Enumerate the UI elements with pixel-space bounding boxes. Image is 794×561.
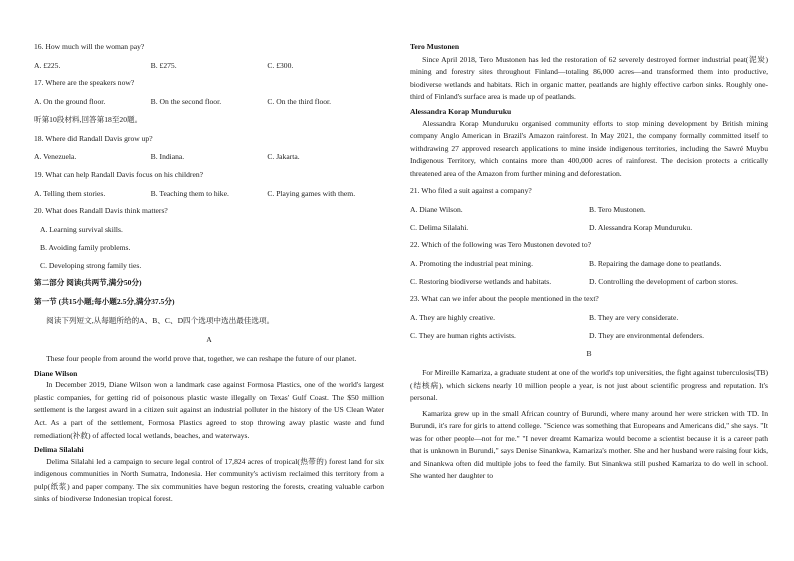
question-19: 19. What can help Randall Davis focus on his children? [34, 170, 203, 180]
right-column [410, 42, 768, 486]
q23-options [410, 313, 768, 323]
paragraph-alessandra-munduruku: Alessandra Korap Munduruku organised community efforts to stop mining development by British mining company Anglo American in Brazil's Amazon rainforest. In May 2021, the company formally committed itself to withdrawing 27 approved research applications to mine inside indigenous territories, including the Sawré Muybu Indigenous Territory, which contains more than 400,000 acres of rainforest. The decision protects a critically threatened area of the Amazon from further mining and deforestation. [410, 118, 768, 178]
option: A. Venezuela. [34, 152, 77, 162]
reading-instructions: 阅读下列短文,从每题所给的A、B、C、D四个选项中选出最佳选项。 [46, 315, 275, 325]
paragraph-delima-silalahi: Delima Silalahi led a campaign to secure legal control of 17,824 acres of tropical(热带的) forest land for six indigenous communities in North Sumatra, Indonesia. Her community's activism reclaimed this territory from a pulp(纸浆) and paper company. The six communities have begun restoring the forests, creating valuable carbon sinks of biodiverse Indonesian tropical forest. [34, 456, 384, 504]
option: B. Indiana. [150, 152, 185, 162]
option: B. Avoiding family problems. [40, 242, 131, 252]
option: A. £225. [34, 60, 61, 70]
question-16: 16. How much will the woman pay? [34, 42, 145, 51]
question-18: 18. Where did Randall Davis grow up? [34, 133, 153, 143]
paragraph-kamariza-intro: For Mireille Kamariza, a graduate student at one of the world's top universities, the fight against tuberculosis(TB)(结核病), which sickens nearly 10 million people a year, is not just about scientific progress and reputation. It's personal. [410, 368, 768, 403]
option: D. Alessandra Korap Munduruku. [589, 222, 693, 232]
question-21: 21. Who filed a suit against a company? [410, 186, 532, 196]
option: B. Teaching them to hike. [150, 188, 229, 198]
option: C. They are human rights activists. [410, 330, 516, 340]
option: B. They are very considerate. [589, 313, 679, 323]
option: D. Controlling the development of carbon stores. [589, 276, 738, 286]
option: C. Restoring biodiverse wetlands and habitats. [410, 276, 552, 286]
option: C. On the third floor. [267, 97, 332, 107]
option: A. They are highly creative. [410, 313, 496, 323]
option: A. Promoting the industrial peat mining. [410, 258, 533, 268]
passage-a-intro: These four people from around the world prove that, together, we can reshape the future of our planet. [46, 354, 357, 364]
passage-b-label: B [586, 348, 592, 358]
option: C. Developing strong family ties. [40, 260, 142, 270]
option: C. £300. [267, 60, 294, 70]
option: A. Telling them stories. [34, 188, 106, 198]
option: A. On the ground floor. [34, 97, 106, 107]
question-23: 23. What can we infer about the people mentioned in the text? [410, 294, 599, 304]
section-one-heading: 第一节 (共15小题;每小题2.5分,满分37.5分) [34, 297, 175, 307]
option: C. Delima Silalahi. [410, 222, 469, 232]
q23-options-row2 [410, 331, 768, 341]
q22-options [410, 259, 768, 269]
q19-options [34, 189, 384, 199]
option: B. £275. [150, 60, 177, 70]
option: A. Learning survival skills. [40, 225, 123, 235]
paragraph-tero-mustonen: Since April 2018, Tero Mustonen has led the restoration of 62 severely destroyed former industrial peat(泥炭) mining and forestry sites throughout Finland—totaling 86,000 acres—and transformed them into productive, biodiverse wetlands and habitats. Rich in organic matter, peatlands are highly effective carbon sinks. Roughly one-third of Finland's surface area is made up of peatlands. [410, 54, 768, 102]
option: B. Tero Mustonen. [589, 204, 646, 214]
option: C. Playing games with them. [267, 188, 356, 198]
option: D. They are environmental defenders. [589, 330, 704, 340]
paragraph-kamariza-burundi: Kamariza grew up in the small African country of Burundi, where many around her were stricken with TD. In Burundi, it's rare for girls to attend college. "Science was something that Europeans and Americans did," she says. "It was for other people—not for me." "I never dreamt Kamariza would become a scientist because it is a career path that is unknown in Burundi," says Denise Sinankwa, Kamariza's mother. She and her husband were raising four kids, and Sinankwa often did multiple jobs to feed the family. But Sinankwa still pushed Kamariza to do well in school. She wanted her daughter to [410, 408, 768, 481]
heading-diane-wilson: Diane Wilson [34, 368, 78, 378]
heading-delima-silalahi: Delima Silalahi [34, 445, 84, 455]
question-22: 22. Which of the following was Tero Mustonen devoted to? [410, 240, 591, 250]
q17-options [34, 97, 384, 107]
q16-options [34, 61, 384, 71]
option: B. Repairing the damage done to peatlands. [589, 258, 722, 268]
q22-options-row2 [410, 277, 768, 287]
part-two-heading: 第二部分 阅读(共两节,满分50分) [34, 278, 142, 288]
question-17: 17. Where are the speakers now? [34, 78, 135, 88]
q21-options [410, 205, 768, 215]
paragraph-diane-wilson: In December 2019, Diane Wilson won a landmark case against Formosa Plastics, one of the world's largest plastic companies, for getting rid of poisonous plastic waste illegally on Texas' Gulf Coast. The $50 million settlement is the largest award in a citizen suit against an industrial polluter in the history of the US Clean Water Act. As a part of the settlement, Formosa Plastics agreed to stop throwing away plastic waste and fund remediation(补救) of affected local wetlands, beaches, and waterways. [34, 380, 384, 440]
option: A. Diane Wilson. [410, 204, 463, 214]
passage-a-label: A [206, 334, 212, 344]
left-column [34, 42, 384, 509]
heading-tero-mustonen: Tero Mustonen [410, 42, 460, 51]
question-20: 20. What does Randall Davis think matters? [34, 206, 168, 216]
section-intro-18-20: 听第10段材料,回答第18至20题。 [34, 114, 143, 124]
heading-alessandra-munduruku: Alessandra Korap Munduruku [410, 106, 512, 116]
option: B. On the second floor. [150, 97, 222, 107]
q18-options [34, 152, 384, 162]
q21-options-row2 [410, 223, 768, 233]
option: C. Jakarta. [267, 152, 300, 162]
